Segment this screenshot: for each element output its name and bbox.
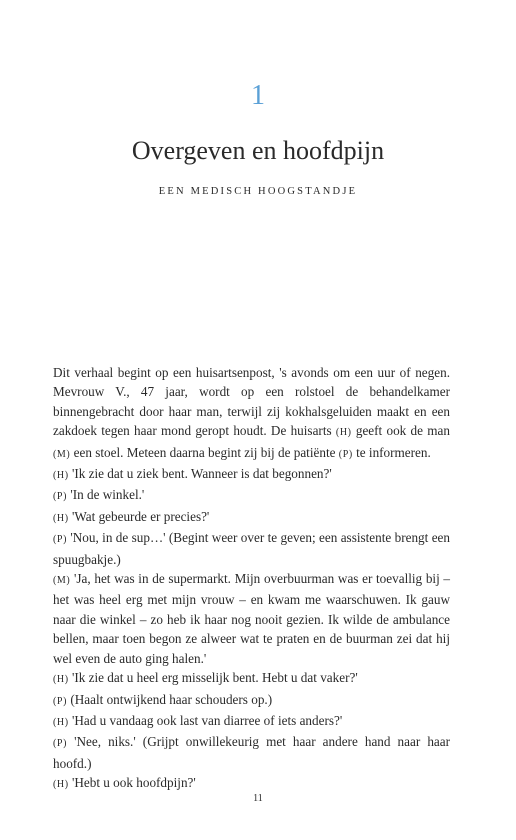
speaker-tag: (H) (53, 716, 69, 728)
dialogue-line (53, 711, 450, 732)
dialogue-line (53, 464, 450, 485)
dialogue-text: 'Ik zie dat u ziek bent. Wanneer is dat begonnen?' (71, 466, 332, 482)
dialogue-text: 'Ik zie dat u heel erg misselijk bent. Hebt u dat vaker?' (71, 670, 358, 686)
page-number: 11 (253, 793, 263, 804)
intro-text-1: Dit verhaal begint op een huisartsenpost, 's avonds om een uur of negen. Mevrouw V., 47 jaar, wordt op een rolstoel de behandelkamer binnengebracht door haar man, terwijl zij kokhalsgeluiden maakt en een zakdoek tegen haar mond geropt houdt. De huisarts (53, 365, 450, 439)
speaker-tag: (H) (53, 779, 69, 791)
dialogue-line (53, 485, 450, 506)
speaker-tag: (P) (53, 534, 68, 546)
speaker-tag: (P) (53, 491, 68, 503)
speaker-tag: (P) (338, 448, 353, 460)
dialogue-text: 'Had u vandaag ook last van diarree of iets anders?' (71, 712, 343, 728)
speaker-tag: (M) (53, 448, 71, 460)
dialogue-text: 'Hebt u ook hoofdpijn?' (71, 775, 196, 791)
dialogue-text: 'Nee, niks.' (Grijpt onwillekeurig met haar andere hand naar haar hoofd.) (53, 734, 451, 771)
speaker-tag: (P) (53, 738, 68, 750)
dialogue-text: 'Wat gebeurde er precies?' (71, 508, 210, 524)
dialogue-line (53, 773, 450, 794)
dialogue-text: 'Nou, in de sup…' (Begint weer over te geven; een assistente brengt een spuugbakje.) (53, 530, 450, 567)
dialogue-text: (Haalt ontwijkend haar schouders op.) (70, 691, 273, 707)
chapter-title: Overgeven en hoofdpijn (131, 136, 385, 165)
speaker-tag: (P) (53, 695, 68, 707)
speaker-tag: (M) (53, 575, 71, 587)
intro-text-4: te informeren. (352, 444, 431, 460)
dialogue-line (53, 528, 450, 569)
dialogue-line (53, 668, 450, 689)
body-text (53, 363, 450, 795)
dialogue-text: 'In de winkel.' (70, 487, 145, 503)
dialogue-text: 'Ja, het was in de supermarkt. Mijn overbuurman was er toevallig bij – het was heel erg met mijn vrouw – en kwam me waarschuwen. Ik gauw naar die winkel – zo heb ik haar nog nooit gezien. Ik wilde de ambulance bellen, maar toen begon ze alweer wat te praten en de buurman zei dat hij wel even de auto ging halen.' (53, 571, 450, 666)
speaker-tag: (H) (53, 512, 69, 524)
dialogue-line (53, 507, 450, 528)
dialogue-line (53, 690, 450, 711)
chapter-number: 1 (251, 80, 265, 111)
dialogue-line (53, 569, 450, 668)
dialogue-line (53, 732, 450, 773)
speaker-tag: (H) (335, 427, 352, 439)
speaker-tag: (H) (53, 470, 69, 482)
intro-paragraph (53, 363, 450, 464)
intro-text-3: een stoel. Meteen daarna begint zij bij de patiënte (70, 444, 339, 460)
speaker-tag: (H) (53, 674, 69, 686)
chapter-subtitle: EEN MEDISCH HOOGSTANDJE (158, 186, 358, 197)
intro-text-2: geeft ook de man (351, 423, 450, 439)
